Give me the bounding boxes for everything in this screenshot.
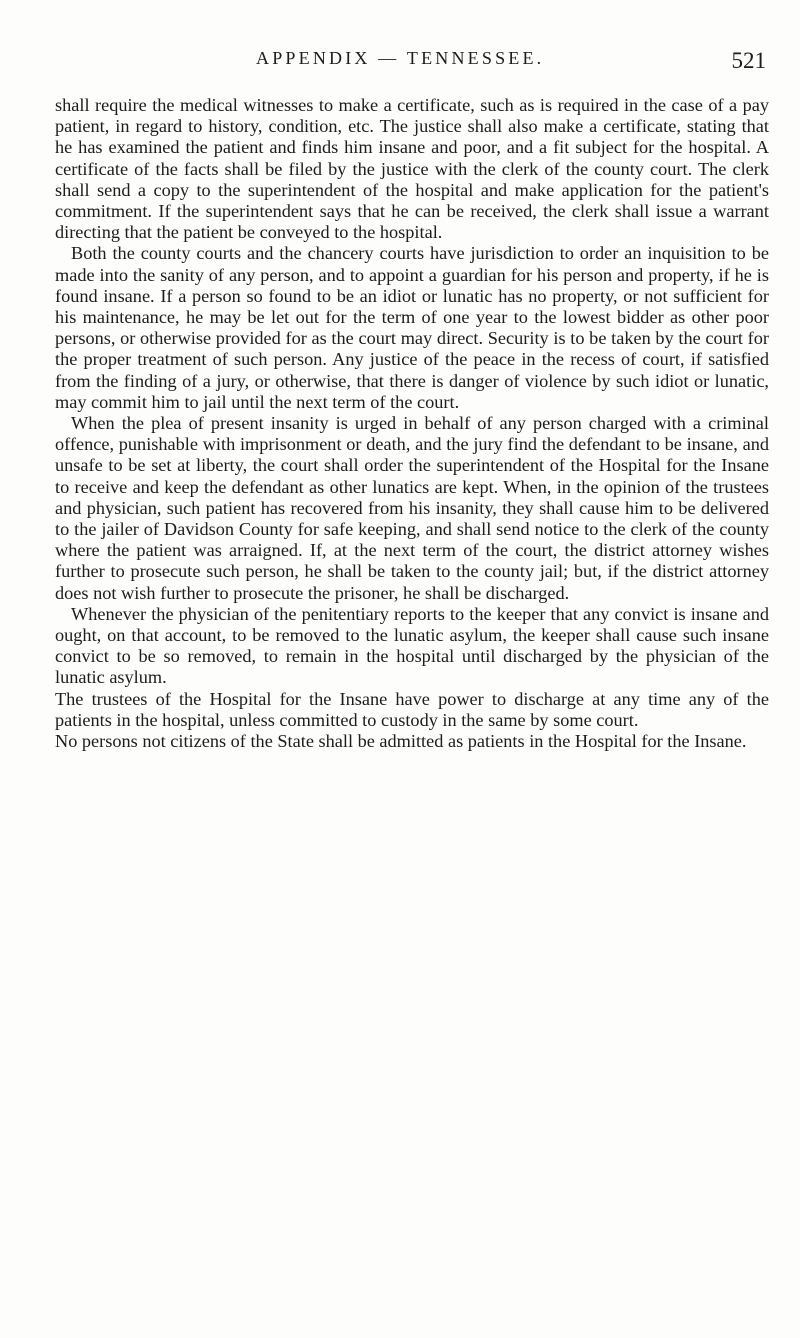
paragraph-plea-of-insanity: When the plea of present insanity is urged in behalf of any person charged with a criminal offence, punishable with imprisonment or death, and the jury find the defendant to be insane, and unsafe to be set at liberty, the court shall order the superintendent of the Hospital for the Insane to receive and keep the defendant as other lunatics are kept. When, in the opinion of the trustees and physician, such patient has recovered from his insanity, they shall cause him to be delivered to the jailer of Davidson County for safe keeping, and shall send notice to the clerk of the county where the patient was arraigned. If, at the next term of the court, the district attorney wishes further to prosecute such person, he shall be taken to the county jail; but, if the district attorney does not wish further to prosecute the prisoner, he shall be discharged. [55, 413, 769, 603]
body-text [55, 95, 769, 752]
paragraph-trustees-discharge: The trustees of the Hospital for the Insane have power to discharge at any time any of the patients in the hospital, unless committed to custody in the same by some court. [55, 688, 769, 730]
running-header [56, 48, 766, 82]
paragraph-non-citizens: No persons not citizens of the State shall be admitted as patients in the Hospital for the Insane. [55, 731, 747, 752]
paragraph-insane-convicts: Whenever the physician of the penitentiary reports to the keeper that any convict is insane and ought, on that account, to be removed to the lunatic asylum, the keeper shall cause such insane convict to be so removed, to remain in the hospital until discharged by the physician of the lunatic asylum. [55, 603, 769, 688]
running-header-title: APPENDIX — TENNESSEE. [256, 48, 545, 68]
paragraph-inquisition-jurisdiction: Both the county courts and the chancery courts have jurisdiction to order an inquisition to be made into the sanity of any person, and to appoint a guardian for his person and property, if he is found insane. If a person so found to be an idiot or lunatic has no property, or not sufficient for his maintenance, he may be let out for the term of one year to the lowest bidder as other poor persons, or otherwise provided for as the court may direct. Security is to be taken by the court for the proper treatment of such person. Any justice of the peace in the recess of court, if satisfied from the finding of a jury, or otherwise, that there is danger of violence by such idiot or lunatic, may commit him to jail until the next term of the court. [55, 243, 769, 412]
paragraph-medical-certificate: shall require the medical witnesses to make a certificate, such as is required in the case of a pay patient, in regard to history, condition, etc. The justice shall also make a certificate, stating that he has examined the patient and finds him insane and poor, and a fit subject for the hospital. A certificate of the facts shall be filed by the justice with the clerk of the county court. The clerk shall send a copy to the superintendent of the hospital and make application for the patient's commitment. If the superintendent says that he can be received, the clerk shall issue a warrant directing that the patient be conveyed to the hospital. [55, 95, 769, 243]
page-number: 521 [731, 48, 766, 73]
